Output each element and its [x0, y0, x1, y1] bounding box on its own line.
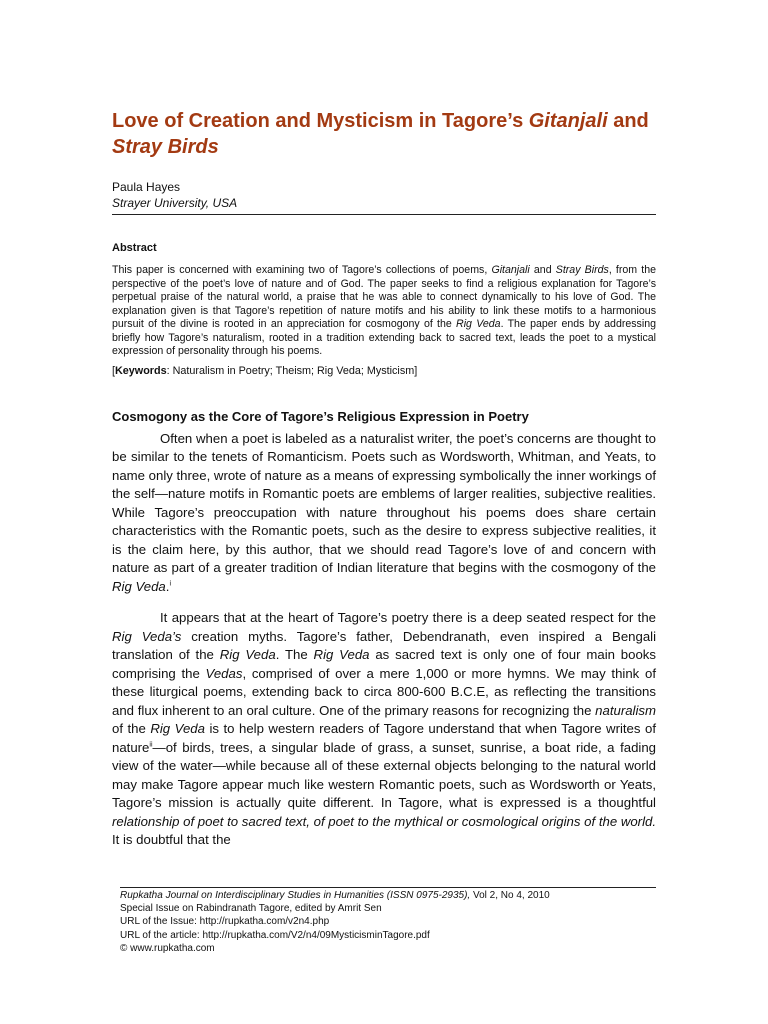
page-footer	[120, 889, 680, 955]
body-paragraph-1: Often when a poet is labeled as a naturalist writer, the poet’s concerns are thought to be similar to the tenets of Romanticism. Poets such as Wordsworth, Whitman, and Yeats, to name only three, wrote of nature as a means of expressing symbolically the inner workings of the self—nature motifs in Romantic poets are emblems of larger realities, subjective realities. While Tagore’s preoccupation with nature throughout his poems does share certain characteristics with the Romantic poets, such as the desire to express subjective realities, it is the claim here, by this author, that we should read Tagore’s love of and concern with nature as part of a greater tradition of Indian literature that begins with the cosmogony of the Rig Veda.$^i$	[112, 430, 656, 594]
footer-special-issue: Special Issue on Rabindranath Tagore, edited by Amrit Sen	[120, 903, 382, 915]
author-name: Paula Hayes	[112, 180, 181, 194]
author-affiliation: Strayer University, USA	[112, 196, 238, 210]
abstract-text: This paper is concerned with examining two of Tagore’s collections of poems, Gitanjali and Stray Birds, from the perspective of the poet’s love of nature and of God. The paper seeks to find a religious explanation for Tagore’s perpetual praise of the natural world, a praise that he was able to connect dynamically to his love of God. The explanation given is that Tagore’s repetition of nature motifs and his ability to link these motifs to a harmonious pursuit of the divine is rooted in an appreciation for cosmogony of the Rig Veda. The paper ends by addressing briefly how Tagore’s naturalism, rooted in a tradition extending back to sacred text, leads the poet to a mystical expression of personality through his poems.	[112, 264, 657, 357]
section-heading: Cosmogony as the Core of Tagore’s Religious Expression in Poetry	[112, 408, 529, 424]
body-paragraph-2: It appears that at the heart of Tagore’s poetry there is a deep seated respect for the Rig Veda’s creation myths. Tagore’s father, Debendranath, even inspired a Bengali translation of the Rig Veda. The Rig Veda as sacred text is only one of four main books comprising the Vedas, comprised of over a mere 1,000 or more hymns. We may think of these liturgical poems, extending back to circa 800-600 B.C.E, as reflecting the transitions and flux inherent to an oral culture. One of the primary reasons for recognizing the naturalism of the Rig Veda is to help western readers of Tagore understand that when Tagore writes of nature$^{ii}$—of birds, trees, a singular blade of grass, a sunset, sunrise, a boat ride, a fading view of the water—while because all of these external objects belonging to the natural world may make Tagore appear much like western Romantic poets, such as Wordsworth or Yeats, Tagore’s mission is actually quite different. In Tagore, what is expressed is a thoughtful relationship of poet to sacred text, of poet to the mythical or cosmological origins of the world. It is doubtful that the	[112, 610, 657, 848]
footer-issue-url[interactable]: URL of the Issue: http://rupkatha.com/v2n4.php	[120, 916, 330, 928]
endnote-marker[interactable]: i	[169, 580, 171, 588]
footer-divider	[120, 887, 656, 888]
footer-copyright: © www.rupkatha.com	[120, 942, 215, 954]
footer-journal: Rupkatha Journal on Interdisciplinary Studies in Humanities (ISSN 0975-2935), Vol 2, No 4, 2010	[120, 890, 550, 901]
title-divider	[112, 214, 656, 215]
endnote-marker[interactable]: ii	[149, 741, 153, 749]
paper-title: Love of Creation and Mysticism in Tagore’s Gitanjali and Stray Birds	[112, 110, 649, 158]
paper-page	[112, 108, 656, 863]
abstract-heading: Abstract	[112, 242, 157, 254]
footer-article-url[interactable]: URL of the article: http://rupkatha.com/V2/n4/09MysticisminTagore.pdf	[120, 929, 430, 941]
keywords: [Keywords: Naturalism in Poetry; Theism; Rig Veda; Mysticism]	[112, 364, 418, 377]
